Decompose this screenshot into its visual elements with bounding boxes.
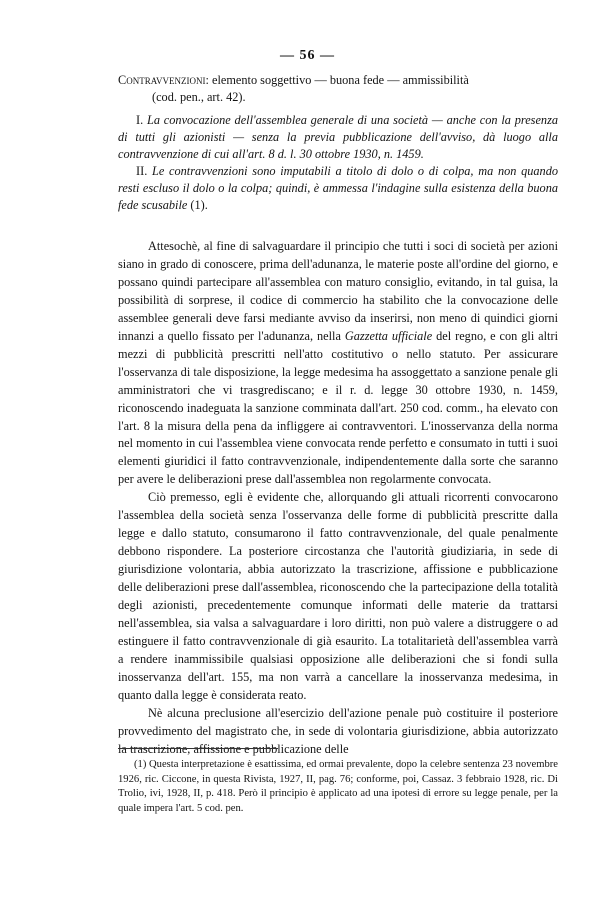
paragraph-1 [118, 238, 558, 489]
maxim-2-number: II. [136, 164, 148, 178]
maxim-1 [118, 112, 558, 163]
footnote [118, 758, 558, 816]
maxim-2-footnote-ref: (1). [187, 198, 208, 212]
maxim-2-text: Le contravvenzioni sono imputabili a titolo di dolo o di colpa, ma non quando resti escluso il dolo o la colpa; quindi, è ammessa l'indagine sulla esistenza della buona fede scusabile [118, 164, 559, 212]
maxim-1-number: I. [136, 113, 144, 127]
footnote-text: (1) Questa interpretazione è esattissima, ed ormai prevalente, dopo la celebre sentenza 23 novembre 1926, ric. Ciccone, in questa Rivista, 1927, II, pag. 76; conforme, poi, Cassaz. 3 febbraio 1928, ric. Di Trolio, ivi, 1928, II, p. 418. Però il principio è applicato ad una ipotesi di errore su legge penale, per la quale impera l'art. 5 cod. pen. [118, 759, 558, 814]
paragraph-1-part-b: del regno, e con gli altri mezzi di pubblicità prescritti nell'atto costitutivo o nello statuto. Per assicurare l'osservanza di tale disposizione, la legge medesima ha assoggettato a sanzione penale gli amministratori che vi trasgrediscano; e il r. d. legge 30 ottobre 1930, n. 1459, riconoscendo inadeguata la sanzione comminata dall'art. 250 cod. comm., ha elevato con l'art. 8 la misura della pena da infliggere ai contravventori. L'inosservanza della norma nel momento in cui l'assemblea viene convocata rende perfetto e consumato in tutti i suoi elementi giuridici il fatto contravvenzionale, indipendentemente dalla sorte che saranno per avere le deliberazioni prese dall'assemblea non regolarmente convocata. [118, 328, 558, 487]
paragraph-3: Nè alcuna preclusione all'esercizio dell'azione penale può costituire il posteriore provvedimento del magistrato che, in sede di volontaria giurisdizione, abbia autorizzato la trascrizione, affissione e pubblicazione delle [118, 705, 558, 756]
headnote-subject [118, 72, 558, 89]
paragraph-2: Ciò premesso, egli è evidente che, allorquando gli attuali ricorrenti convocarono l'assemblea della società senza l'osservanza delle forme di pubblicità prescritte dalla legge e dallo statuto, consumarono il fatto contravvenzionale, del quale penalmente debbono rispondere. La posteriore circostanza che l'autorità giudiziaria, in sede di giurisdizione volontaria, abbia autorizzato la trascrizione, affissione e pubblicazione delle deliberazioni prese dall'assemblea, riconoscendo che la partecipazione della totalità degli azionisti, precedentemente comunque informati delle materie da trattarsi nell'assemblea, sia valsa a salvaguardare i loro diritti, non può valere a distruggere o ad estinguere il fatto contravvenzionale di già esaurito. La totalitarietà dell'assemblea varrà a rendere inammissibile qualsiasi opposizione alle deliberazioni che si fondi sulla inosservanza dell'art. 155, ma non varrà a cancellare la inosservanza medesima, in quanto dalla legge è considerata reato. [118, 490, 558, 702]
headnote-subject-text: : elemento soggettivo — buona fede — ammissibilità [205, 73, 469, 87]
page-number: — 56 — [280, 48, 335, 63]
headnote-topic: Contravvenzioni [118, 73, 206, 87]
paragraph-1-part-a: Attesochè, al fine di salvaguardare il principio che tutti i soci di società per azioni siano in grado di conoscere, prima dell'adunanza, le materie poste all'ordine del giorno, e possano quindi partecipare all'assemblea con maturo consiglio, evitando, in tal guisa, la possibilità di sorprese, il codice di commercio ha stabilito che la convocazione delle assemblee generali deve farsi mediante avviso da inserirsi, non meno di quindici giorni innanzi a quello fissato per l'adunanza, nella [118, 239, 558, 343]
headnote-citation: (cod. pen., art. 42). [152, 90, 246, 104]
maxim-2 [118, 163, 558, 214]
decision-text [118, 238, 558, 759]
maxim-1-text: La convocazione dell'assemblea generale di una società — anche con la presenza di tutti gli azionisti — senza la previa pubblicazione dell'avviso, dà luogo alla contravvenzione di cui all'art. 8 d. l. 30 ottobre 1930, n. 1459. [118, 113, 559, 161]
footnote-divider [118, 748, 278, 749]
headnote [118, 72, 558, 214]
gazzetta-ufficiale: Gazzetta ufficiale [344, 328, 433, 343]
